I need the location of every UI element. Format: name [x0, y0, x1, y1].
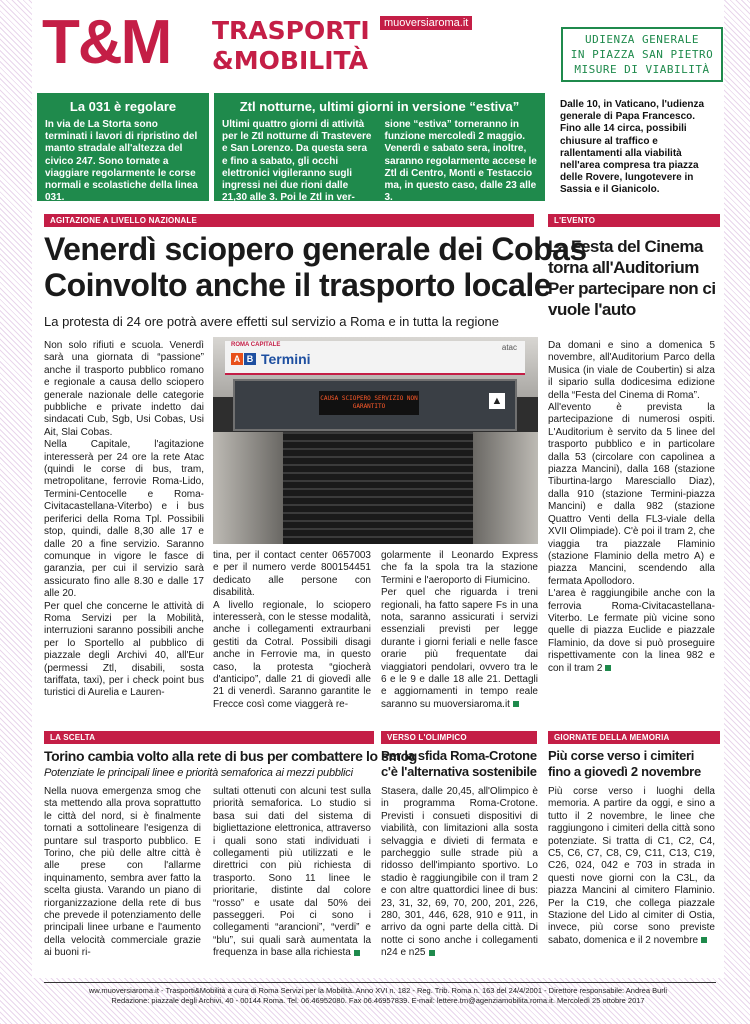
brief-ztl-col2: sione “estiva” torneranno in funzione mercoledì 2 maggio. Venerdì e sabato sera, inoltre, saranno regolarmente accese le Ztl di Centro, Monti e Testaccio ma, in questo caso, dalle 23 alle 3. — [384, 119, 537, 204]
evento-body — [548, 340, 715, 675]
masthead-title-line1: TRASPORTI — [212, 16, 370, 45]
evento-p2: All'evento è prevista la partecipazione di numerosi ospiti. L'Auditorium è servito da 5 linee del trasporto pubblico e in particolare dalla 53 (circolare con capolinea a piazza Mancini), dalla 168 (stazione Tiburtina-largo Maresciallo Diaz), dalla 910 (stazione Termini-piazza Mancini) e dalla 982 (stazione Quattro Venti della FL3-viale della XVII Olimpiade). C'è poi il tram 2, che viaggia tra piazzale Flaminio (stazione Flaminio della metro A) e piazza Mancini, scendendo alla fermata Apollodoro. — [548, 402, 715, 587]
udienza-text: Dalle 10, in Vaticano, l'udienza generale di Papa Francesco. Fino alle 14 circa, possibili chiusure al traffico e rallentamenti alla viabilità nell'area compresa tra piazza delle Rovere, lungotevere in Sassia e il Gianicolo. — [560, 99, 705, 196]
udienza-text-box — [552, 93, 722, 201]
brief-031-text: In via de La Storta sono terminati i lavori di ripristino del manto stradale all'altezza del civico 247. Sono tornate a viaggiare regolarmente le corse normali e scolastiche della linea 031. — [45, 119, 198, 204]
scelta-col1: Nella nuova emergenza smog che sta mettendo alla prova soprattutto le città del nord, si è finalmente tornati a sottolineare l'esigenza di puntare sul trasporto pubblico. E Torino, che più delle altre città è alle prese con l'allarme inquinamento, sembra aver fatto la scelta giusta. Varando un piano di riorganizzazione della rete di bus che prevede il potenziamento delle principali linee urbane e l'aumento della velocità commerciale grazie ai buoni ri- — [44, 786, 201, 959]
main-tag: AGITAZIONE A LIVELLO NAZIONALE — [44, 214, 534, 227]
brief-ztl-col1: Ultimi quattro giorni di attività per le Ztl notturne di Trastevere e San Lorenzo. Da questa sera e fino a sabato, gli occhi elettronici vigileranno sugli ingressi nei due rioni dalle 21,30 alle 3. Poi le Ztl in ver- — [222, 119, 372, 204]
olimpico-text: Stasera, dalle 20,45, all'Olimpico è in programma Roma-Crotone. Previsti i consueti dispositivi di viabilità, con limitazioni alla sosta selvaggia e divieti di fermata e parcheggio sulle strade più a ridosso dell'impianto sportivo. Lo stadio è raggiungibile con il tram 2 e con altre quattordici linee di bus: 23, 31, 32, 69, 70, 200, 201, 226, 280, 301, 446, 628, 910 e 911, in arrivo da ogni parte della città. Di notte ci sono anche i collegamenti n24 e n25 — [381, 786, 538, 959]
scelta-tag: LA SCELTA — [44, 731, 374, 744]
brief-031-title: La 031 è regolare — [69, 99, 177, 114]
main-col2-p2: A livello regionale, lo sciopero interesserà, con le stesse modalità, anche i collegamenti extraurbani gestiti da Cotral. Possibili disagi anche in Ferrovie ma, in questo caso, la protesta “giocherà d'anticipo”, dalle 21 di giovedì alle 21 di venerdì. Saranno garantite le Frecce così come viaggerà re- — [213, 599, 371, 710]
main-subhead: La protesta di 24 ore potrà avere effetti sul servizio a Roma e in tutta la regione — [44, 314, 500, 329]
stripe-frame-left — [0, 0, 32, 1024]
main-col2-p1: tina, per il contact center 0657003 e per il numero verde 800154451 dedicato alle persone con disabilità. — [213, 550, 371, 599]
footer-rule — [44, 982, 716, 983]
udienza-header-box — [561, 27, 723, 82]
footer — [36, 986, 720, 1006]
main-col3-p1: golarmente il Leonardo Express che fa la spola tra la stazione Termini e l'aeroporto di Fiumicino. — [381, 550, 538, 586]
photo-sign-brand: ROMA CAPITALE — [231, 342, 281, 348]
photo-display-panel — [233, 379, 517, 431]
main-col1-p1: Non solo rifiuti e scuola. Venerdì sarà una giornata di “passione” anche il trasporto pubblico romano e regionale a causa dello sciopero generale nazionale delle categorie pubbliche e private indetto dai sindacati Cub, Sgb, Usi Cobas, Usi Ait, Slai Cobas. — [44, 340, 204, 438]
main-col3-p2: Per quel che riguarda i treni regionali, ha fatto sapere Fs in una nota, saranno assicurati i servizi essenziali previsti per legge durante i giorni feriali e nelle fasce orarie più frequentate dai viaggiatori pendolari, ovvero tra le 6 e le 9 e dalle 18 alle 21. Dettagli e aggiornamenti in tempo reale saranno su muoversiaroma.it — [381, 587, 538, 710]
main-col3 — [381, 550, 538, 711]
scelta-headline: Torino cambia volto alla rete di bus per combattere lo smog — [44, 748, 417, 764]
scelta-subhead: Potenziate le principali linee e priorità semaforica ai mezzi pubblici — [44, 767, 353, 779]
memoria-tag: GIORNATE DELLA MEMORIA — [548, 731, 720, 744]
photo-sign-operator: atac — [501, 343, 517, 352]
main-col1-p3: Per quel che concerne le attività di Roma Servizi per la Mobilità, interruzioni saranno possibili anche per lo Sportello al pubblico di piazzale degli Archivi 40, all'Eur (permessi Ztl, disabili, sosta tariffata, taxi), per i check point bus turistici di Aurelia e Lauren- — [44, 600, 204, 699]
masthead-url[interactable]: muoversiaroma.it — [380, 16, 472, 30]
metro-line-b-icon: B — [244, 353, 256, 365]
brief-ztl-title: Ztl notturne, ultimi giorni in versione “estiva” — [239, 99, 520, 114]
end-mark-icon — [429, 950, 435, 956]
memoria-text: Più corse verso i luoghi della memoria. A partire da oggi, e sino a tutto il 2 novembre, le linee che raggiungono i cimiteri della città sono potenziate. Si tratta di C1, C2, C4, C5, C6, C7, C8, C9, C11, C13, C19, C26, 024, 042 e 703 in strada in questi nove giorni con la C3L, da piazza Mancini al cimitero Flaminio. Per la C19, che collega piazzale Stazione del Lido al cimiter di Ostia, invece, più corse sono previste sabato, domenica e il 2 novembre — [548, 786, 715, 946]
scelta-col2 — [213, 786, 371, 960]
evento-p1: Da domani e sino a domenica 5 novembre, all'Auditorium Parco della Musica (in viale de Coubertin) si alza il sipario sulla dodicesima edizione della “Festa del Cinema di Roma”. — [548, 340, 715, 401]
main-headline-2: Coinvolto anche il trasporto locale — [44, 267, 552, 303]
scelta-col2-text: sultati ottenuti con alcuni test sulla priorità semaforica. Lo studio si basa sui dati del sistema di bigliettazione elettronica, attraverso i quali sono stati individuati i collegamenti più utilizzati e le direttrici con più richiesta di trasporto. Sono 11 linee le prioritarie, distinte dal colore “rosso” e usate dal 50% dei passeggeri. Poi ci sono i collegamenti “arancioni”, “verdi” e “blu”, sui quali sarà aumentata la frequenza in base alla richiesta — [213, 786, 371, 959]
photo-stairs — [283, 432, 473, 544]
olimpico-body — [381, 786, 538, 960]
olimpico-headline: Per la sfida Roma-Crotone c'è l'alternativa sostenibile — [381, 748, 537, 779]
masthead-title-line2: &MOBILITÀ — [212, 46, 368, 75]
main-photo — [213, 337, 538, 544]
udienza-line3: MISURE DI VIABILITÀ — [574, 63, 710, 76]
udienza-line1: UDIENZA GENERALE — [585, 33, 699, 46]
memoria-body — [548, 786, 715, 947]
photo-sign-station: Termini — [261, 351, 311, 367]
main-col2 — [213, 550, 371, 711]
photo-wall-left — [213, 432, 283, 544]
photo-display-text: CAUSA SCIOPERO SERVIZIO NON GARANTITO — [319, 391, 419, 415]
udienza-line2: IN PIAZZA SAN PIETRO — [570, 48, 714, 61]
olimpico-tag: VERSO L'OLIMPICO — [381, 731, 537, 744]
end-mark-icon — [354, 950, 360, 956]
evento-headline: La Festa del Cinema torna all'Auditorium Per partecipare non ci vuole l'auto — [548, 237, 716, 319]
main-headline-1: Venerdì sciopero generale dei Cobas — [44, 231, 587, 267]
photo-sign — [225, 341, 525, 375]
end-mark-icon — [513, 701, 519, 707]
brief-ztl — [214, 93, 545, 204]
stripe-frame-right — [724, 0, 750, 1024]
main-col1-p2: Nella Capitale, l'agitazione interesserà per 24 ore la rete Atac (quindi le corse di bus, tram, metropolitane, ferrovie Roma-Lido, Termini-Centocelle e Roma-Civitacastellana-Viterbo) e i bus periferici della Roma Tpl. Possibili stop, quindi, dalle 8,30 alle 17 e dalle 20 a fine servizio. Saranno comunque in vigore le fasce di garanzia, per cui il servizio sarà assicurato fino alle 8.30 e dalle 17 alle 20. — [44, 439, 204, 600]
end-mark-icon — [701, 937, 707, 943]
evento-p3: L'area è raggiungibile anche con la ferrovia Roma-Civitacastellana-Viterbo. Le fermate più vicine sono quelle di piazza Euclide e piazzale Flaminio, da dove si può proseguire rispettivamente con la linea 982 e con il tram 2 — [548, 588, 715, 674]
metro-line-a-icon: A — [231, 353, 243, 365]
photo-wall-right — [473, 432, 538, 544]
memoria-headline: Più corse verso i cimiteri fino a giovedì 2 novembre — [548, 748, 701, 779]
end-mark-icon — [605, 665, 611, 671]
evento-tag: L'EVENTO — [548, 214, 720, 227]
brief-031 — [37, 93, 209, 204]
masthead-logo: T&M — [42, 8, 171, 77]
escalator-arrow-icon: ▲ — [489, 393, 505, 409]
footer-line1: ww.muoversiaroma.it - Trasporti&Mobilità a cura di Roma Servizi per la Mobilità. Anno XVI n. 182 - Reg. Trib. Roma n. 163 del 24/4/2001 - Direttore responsabile: Andrea Burli — [88, 986, 668, 995]
main-col1 — [44, 340, 204, 700]
footer-line2: Redazione: piazzale degli Archivi, 40 - 00144 Roma. Tel. 06.46952080. Fax 06.46957839. E-mail: lettere.tm@agenziamobilita.roma.it. Mercoledì 25 ottobre 2017 — [111, 996, 645, 1005]
